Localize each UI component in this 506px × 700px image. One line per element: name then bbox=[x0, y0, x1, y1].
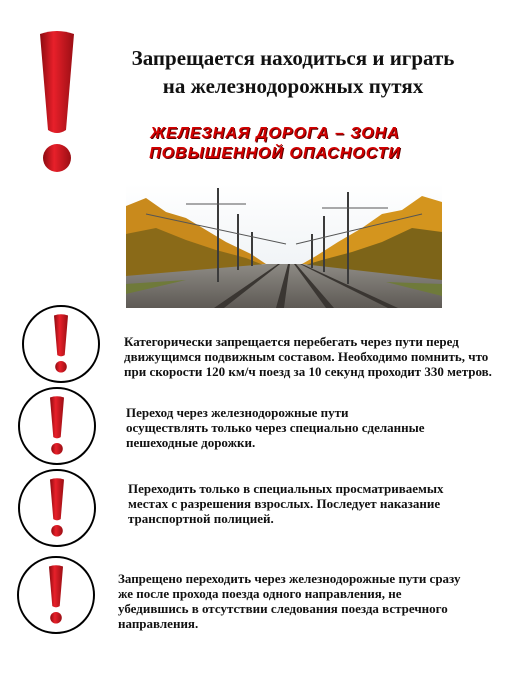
page-title: Запрещается находиться и играть на железнодорожных путях bbox=[131, 46, 455, 98]
warning-circle-icon bbox=[17, 556, 95, 634]
railway-photo bbox=[126, 184, 442, 308]
rule-text-1: Категорически запрещается перебегать через пути перед движущимся подвижным составом. Необходимо помнить, что при скорости 120 км/ч поезд за 10 секунд проходит 330 метров. bbox=[124, 334, 492, 379]
banner-line-1: ЖЕЛЕЗНАЯ ДОРОГА – ЗОНА bbox=[150, 125, 400, 142]
exclamation-icon bbox=[38, 564, 74, 626]
banner-line-2: ПОВЫШЕННОЙ ОПАСНОСТИ bbox=[149, 145, 401, 162]
warning-circle-icon bbox=[18, 387, 96, 465]
exclamation-icon bbox=[39, 477, 75, 539]
rule-text-4: Запрещено переходить через железнодорожные пути сразу же после прохода поезда одного направления, не убедившись в отсутствии следования поезда встречного направления. bbox=[118, 571, 461, 631]
exclamation-icon bbox=[32, 28, 82, 178]
warning-circle-icon bbox=[22, 305, 100, 383]
rule-text-2: Переход через железнодорожные пути осуществлять только через специально сделанные пешеходные дорожки. bbox=[126, 405, 425, 450]
exclamation-icon bbox=[39, 395, 75, 457]
exclamation-icon bbox=[43, 313, 79, 375]
danger-banner bbox=[130, 124, 420, 164]
warning-circle-icon bbox=[18, 469, 96, 547]
rule-text-3: Переходить только в специальных просматриваемых местах с разрешения взрослых. Последует наказание транспортной полицией. bbox=[128, 481, 444, 526]
